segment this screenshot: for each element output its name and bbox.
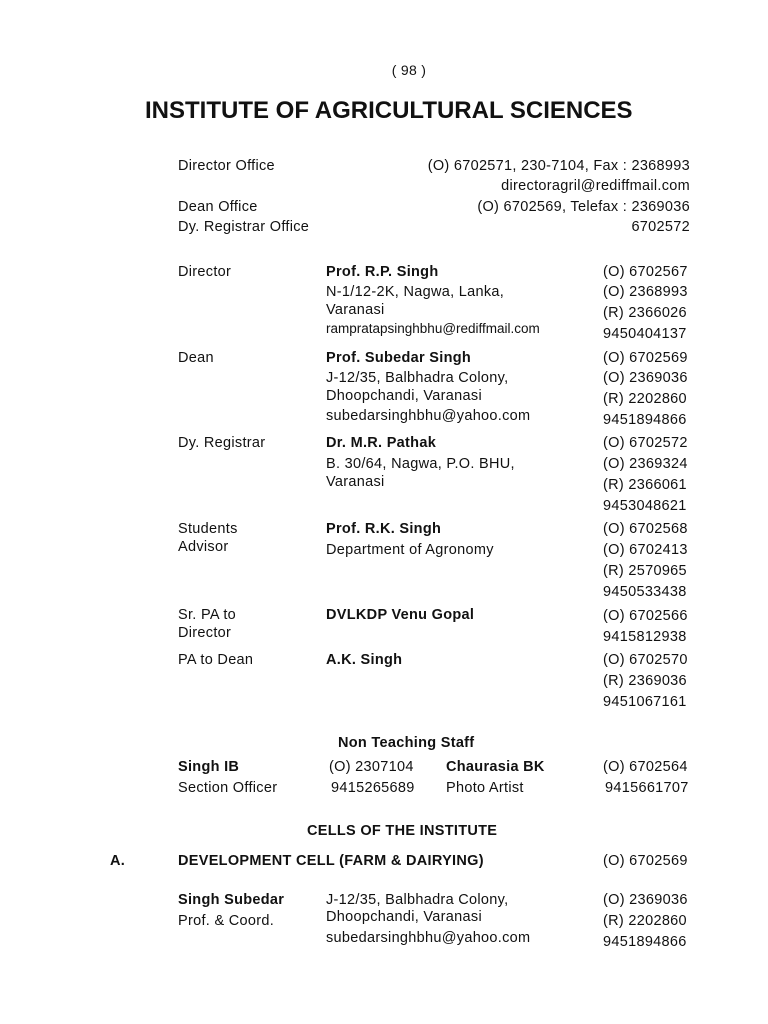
- member-name: Singh Subedar: [178, 892, 285, 908]
- official-phone: (O) 6702569: [603, 350, 688, 366]
- cell-phone: (O) 6702569: [603, 853, 688, 869]
- official-phone: (O) 2369036: [603, 370, 688, 386]
- official-phone: (R) 2366026: [603, 305, 687, 321]
- member-phone: (R) 2202860: [603, 913, 687, 929]
- staff-phone: 9415661707: [605, 780, 689, 796]
- official-phone: (R) 2202860: [603, 391, 687, 407]
- official-email: rampratapsinghbhu@rediffmail.com: [326, 321, 540, 336]
- official-address: J-12/35, Balbhadra Colony,: [326, 370, 509, 386]
- official-role: PA to Dean: [178, 652, 254, 668]
- official-department: Department of Agronomy: [326, 542, 494, 558]
- page-title: INSTITUTE OF AGRICULTURAL SCIENCES: [145, 97, 633, 124]
- official-phone: 9451894866: [603, 412, 687, 428]
- official-address: N-1/12-2K, Nagwa, Lanka,: [326, 284, 505, 300]
- member-address: J-12/35, Balbhadra Colony,: [326, 892, 509, 908]
- official-address: Dhoopchandi, Varanasi: [326, 388, 482, 404]
- official-phone: (R) 2366061: [603, 477, 687, 493]
- section-heading: Non Teaching Staff: [338, 735, 475, 751]
- member-phone: 9451894866: [603, 934, 687, 950]
- member-email: subedarsinghbhu@yahoo.com: [326, 930, 531, 946]
- official-phone: (O) 6702572: [603, 435, 688, 451]
- official-name: Prof. Subedar Singh: [326, 350, 472, 366]
- office-label: Director Office: [178, 158, 275, 174]
- staff-designation: Photo Artist: [446, 780, 524, 796]
- official-phone: (O) 6702566: [603, 608, 688, 624]
- official-address: Varanasi: [326, 474, 385, 490]
- staff-phone: (O) 6702564: [603, 759, 688, 775]
- office-email: directoragril@rediffmail.com: [501, 178, 690, 194]
- staff-phone: (O) 2307104: [329, 759, 414, 775]
- official-phone: (R) 2369036: [603, 673, 687, 689]
- cell-marker: A.: [110, 853, 126, 869]
- page-number: ( 98 ): [391, 62, 427, 78]
- official-name: Prof. R.K. Singh: [326, 521, 442, 537]
- official-name: A.K. Singh: [326, 652, 403, 668]
- official-role: Sr. PA to: [178, 607, 237, 623]
- office-phone: (O) 6702569, Telefax : 2369036: [477, 199, 690, 215]
- official-address: B. 30/64, Nagwa, P.O. BHU,: [326, 456, 515, 472]
- cell-title: DEVELOPMENT CELL (FARM & DAIRYING): [178, 853, 484, 869]
- official-phone: (O) 6702567: [603, 264, 688, 280]
- member-address: Dhoopchandi, Varanasi: [326, 909, 482, 925]
- official-phone: (O) 6702413: [603, 542, 688, 558]
- official-phone: 9451067161: [603, 694, 687, 710]
- official-address: Varanasi: [326, 302, 385, 318]
- official-role: Director: [178, 264, 232, 280]
- official-name: Prof. R.P. Singh: [326, 264, 439, 280]
- official-phone: 9453048621: [603, 498, 687, 514]
- official-role: Dean: [178, 350, 214, 366]
- staff-name: Chaurasia BK: [446, 759, 545, 775]
- official-name: Dr. M.R. Pathak: [326, 435, 437, 451]
- member-phone: (O) 2369036: [603, 892, 688, 908]
- member-designation: Prof. & Coord.: [178, 913, 275, 929]
- official-email: subedarsinghbhu@yahoo.com: [326, 408, 531, 424]
- office-label: Dean Office: [178, 199, 258, 215]
- official-phone: (O) 2369324: [603, 456, 688, 472]
- official-phone: (O) 6702568: [603, 521, 688, 537]
- official-phone: 9450533438: [603, 584, 687, 600]
- official-role: Director: [178, 625, 232, 641]
- official-phone: 9450404137: [603, 326, 687, 342]
- official-phone: (R) 2570965: [603, 563, 687, 579]
- official-phone: (O) 6702570: [603, 652, 688, 668]
- section-heading: CELLS OF THE INSTITUTE: [307, 823, 498, 839]
- official-role: Advisor: [178, 539, 229, 555]
- office-phone: (O) 6702571, 230-7104, Fax : 2368993: [427, 158, 690, 174]
- staff-designation: Section Officer: [178, 780, 278, 796]
- official-role: Dy. Registrar: [178, 435, 266, 451]
- staff-phone: 9415265689: [331, 780, 415, 796]
- staff-name: Singh IB: [178, 759, 240, 775]
- official-phone: 9415812938: [603, 629, 687, 645]
- official-phone: (O) 2368993: [603, 284, 688, 300]
- official-name: DVLKDP Venu Gopal: [326, 607, 475, 623]
- official-role: Students: [178, 521, 238, 537]
- office-label: Dy. Registrar Office: [178, 219, 310, 235]
- office-phone: 6702572: [631, 219, 690, 235]
